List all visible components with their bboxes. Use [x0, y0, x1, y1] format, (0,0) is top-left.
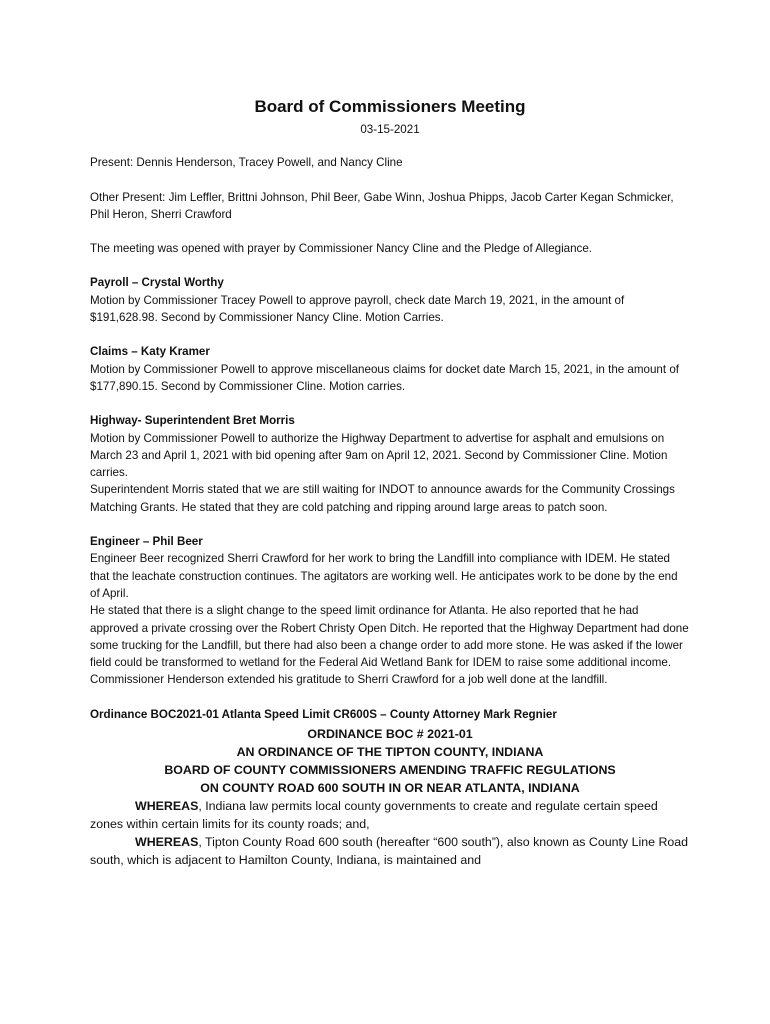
ordinance-title-line-2: AN ORDINANCE OF THE TIPTON COUNTY, INDIANA: [236, 745, 544, 760]
whereas-text-1: , Indiana law permits local county governments to create and regulate certain speed zones within certain limits for its county roads; and,: [90, 799, 658, 832]
whereas-clause-2: [90, 833, 690, 869]
engineer-text-3: Commissioner Henderson extended his gratitude to Sherri Crawford for a job well done at the landfill.: [90, 673, 608, 687]
document-content: [90, 96, 690, 869]
highway-text-2: Superintendent Morris stated that we are still waiting for INDOT to announce awards for the Community Crossings Matching Grants. He stated that they are cold patching and ripping around large areas to patch soon.: [90, 483, 675, 514]
payroll-heading: Payroll – Crystal Worthy: [90, 276, 224, 290]
present-line: Present: Dennis Henderson, Tracey Powell, and Nancy Cline: [90, 156, 403, 170]
engineer-heading: Engineer – Phil Beer: [90, 535, 203, 549]
whereas-clause-1: [90, 797, 690, 833]
ordinance-title-line-4: ON COUNTY ROAD 600 SOUTH IN OR NEAR ATLANTA, INDIANA: [200, 781, 580, 796]
highway-heading: Highway- Superintendent Bret Morris: [90, 414, 295, 428]
highway-text-1: Motion by Commissioner Powell to authorize the Highway Department to advertise for asphalt and emulsions on March 23 and April 1, 2021 with bid opening after 9am on April 12, 2021. Second by Commissioner Cline. Motion carries.: [90, 431, 668, 480]
meeting-date: 03-15-2021: [360, 123, 420, 136]
page-title: Board of Commissioners Meeting: [254, 97, 526, 116]
ordinance-title-block: [90, 725, 690, 797]
whereas-label-2: WHEREAS: [135, 835, 199, 850]
payroll-section: [90, 274, 690, 326]
opening-paragraph: The meeting was opened with prayer by Commissioner Nancy Cline and the Pledge of Allegiance.: [90, 242, 593, 256]
ordinance-section: [90, 706, 690, 869]
whereas-label-1: WHEREAS: [135, 799, 199, 814]
claims-section: [90, 343, 690, 395]
whereas-text-2: , Tipton County Road 600 south (hereafter “600 south”), also known as County Line Road south, which is adjacent to Hamilton County, Indiana, is maintained and: [90, 835, 689, 868]
highway-section: [90, 412, 690, 516]
other-present-line: Other Present: Jim Leffler, Brittni Johnson, Phil Beer, Gabe Winn, Joshua Phipps, Jacob Carter Kegan Schmicker, Phil Heron, Sherri Crawford: [90, 190, 674, 221]
ordinance-title-line-3: BOARD OF COUNTY COMMISSIONERS AMENDING TRAFFIC REGULATIONS: [164, 763, 616, 778]
claims-text: Motion by Commissioner Powell to approve miscellaneous claims for docket date March 15, 2021, in the amount of $177,890.15. Second by Commissioner Cline. Motion carries.: [90, 362, 679, 393]
ordinance-number: ORDINANCE BOC # 2021-01: [307, 727, 473, 742]
claims-heading: Claims – Katy Kramer: [90, 345, 210, 359]
payroll-text: Motion by Commissioner Tracey Powell to approve payroll, check date March 19, 2021, in the amount of $191,628.98. Second by Commissioner Nancy Cline. Motion Carries.: [90, 293, 625, 325]
engineer-section: [90, 533, 690, 689]
engineer-text-2: He stated that there is a slight change to the speed limit ordinance for Atlanta. He also reported that he had approved a private crossing over the Robert Christy Open Ditch. He reported that the Highway Department had done some trucking for the Landfill, but there had also been a change order to add more stone. He was asked if the lower field could be transformed to wetland for the Federal Aid Wetland Bank for IDEM to raise some additional income.: [90, 604, 689, 670]
ordinance-heading: Ordinance BOC2021-01 Atlanta Speed Limit CR600S – County Attorney Mark Regnier: [90, 707, 557, 721]
engineer-text-1: Engineer Beer recognized Sherri Crawford for her work to bring the Landfill into compliance with IDEM. He stated that the leachate construction continues. The agitators are working well. He anticipates work to be done by the end of April.: [90, 552, 678, 600]
